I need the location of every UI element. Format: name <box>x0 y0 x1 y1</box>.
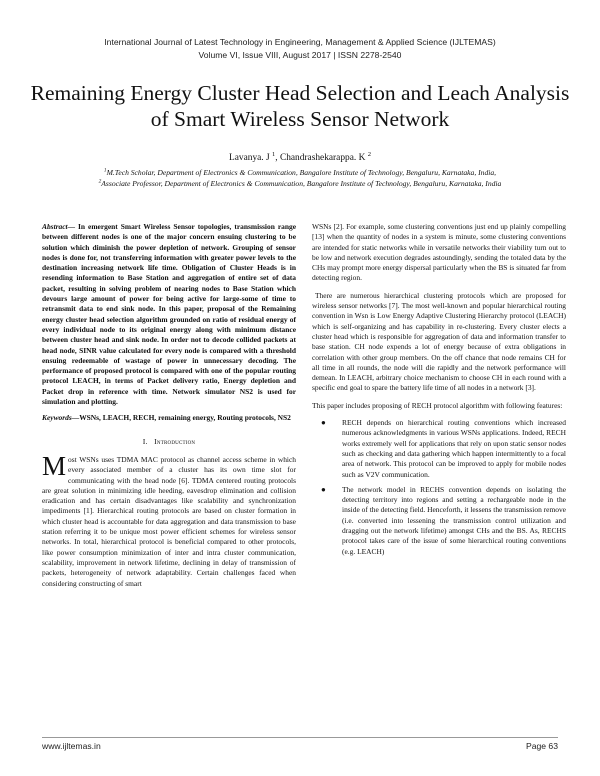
keywords-label: Keywords— <box>42 413 80 423</box>
list-item: ● RECH depends on hierarchical routing conventions which increased numerous acknowledgments in various WSNs applications. Indeed, RECH works extremely well for applications that rely on upon static sensor nodes such as checking and data gathering which happen intermittently to a focal area of network. This protocol can be improved to apply for mobile nodes such as V2V communication. <box>321 418 566 479</box>
feature-list <box>312 418 566 557</box>
bullet-icon: ● <box>321 484 326 494</box>
author-name: Lavanya. J <box>229 153 270 163</box>
abstract-text: In emergent Smart Wireless Sensor topologies, transmission range between different nodes is one of the major concern ensuing clustering to be solution which diminish the power depletion of network. Grouping of sensor nodes is done for, not transferring information with greater power levels to the destination increasing network life time. Obligation of Cluster Heads is in resending information to Base Station and aggregation of entire set of data packet, resulting in solving problem of nearing nodes to Base Station which devours large amount of power for being active for large-some of time to retransmit data to end sink node. In this paper, proposal of the Remaining energy cluster head selection algorithm grounded on ratio of residual energy of every individual node to its original energy along with minimum distance between cluster head and sink node. In order not to decode collided packets at head node, SINR value calculated for every node is compared with a threshold ensuing redeemable of wastage of power in unnecessary decoding. The performance of proposed protocol is compared with one of the popular routing protocol LEACH, in terms of Packet delivery ratio, Energy depletion and Packet drop in reference with time. Network simulator NS2 is used for simulation and plotting. <box>42 222 296 407</box>
author-affiliation-mark: 1 <box>271 150 276 158</box>
author-affiliation-mark: 2 <box>367 150 371 158</box>
body-paragraph: WSNs [2]. For example, some clustering conventions just end up plainly compelling [13] when the quantity of nodes in a system is minute, some clustering conventions are intended for static networks while in versatile networks their viability turn out to be low and network execution degrades astoundingly, sending the totaled data by the CHs may prompt more energy dispersal particularly when the BS is situated far from detecting region. <box>312 222 566 283</box>
abstract-label: Abstract— <box>42 222 76 231</box>
list-item: ● The network model in RECHS convention depends on isolating the detecting territory into regions and setting a rechargeable node in the inside of the detecting field. Henceforth, it lessens the transmission remove (i.e. converted into lessening the transmission control utilization and dragging out the network lifetime) amongst CHs and the BS. As, RECHS protocol takes care of the issue of some hierarchical routing conventions (e.g. LEACH) <box>321 484 566 556</box>
author-line: Lavanya. J $^1$, Chandrashekarappa. K $^2$ <box>229 150 371 163</box>
author-name: Chandrashekarappa. K <box>279 153 366 163</box>
journal-issue: Volume VI, Issue VIII, August 2017 | ISSN 2278-2540 <box>198 49 402 60</box>
section-heading-introduction: I. Introduction <box>142 436 196 446</box>
body-paragraph: There are numerous hierarchical clustering protocols which are proposed for wireless sensor networks [7]. The most well-known and popular hierarchical routing convention in Wsn is Low Energy Adaptive Clustering Hierarchy protocol (LEACH) which is self-organizing and has capability in re-clustering. Every cluster elects a cluster head which is responsible for aggregation of data and information transfer to base station. CH node expends a lot of energy because of extra obligations in correlation with other group members. On the off chance that node remains CH for all time in all rounds, the node will die rapidly and the network performance will demean. In LEACH, arbitrary choice mechanism to choose CH in each round with a specific end goal to spare the battery life time of all nodes in a network [3]. <box>312 290 566 393</box>
journal-header <box>0 36 600 61</box>
paper-title: Remaining Energy Cluster Head Selection and Leach Analysis of Smart Wireless Sensor Network <box>30 81 570 131</box>
abstract <box>42 222 296 407</box>
affiliation-1: $^1$M.Tech Scholar, Department of Electronics & Communication, Bangalore Institute of Technology, Bengaluru, Karnataka, India, <box>103 167 497 177</box>
bullet-icon: ● <box>321 418 326 428</box>
introduction-text: ost WSNs uses TDMA MAC protocol as channel access scheme in which every associated member of a cluster has its own time slot for communicating with the head node [6]. TDMA centered routing protocols are great solution in minimizing idle heeding, eavesdrop elimination and collision eradication and has certain disadvantages like scalability and synchronization impediments [1]. Hierarchical routing protocols are based on cluster formation in which cluster head is accountable for data aggregation and data transmission to base station referring it to be unique most power efficient schemes for wireless sensor networks. In total, hierarchical protocol is beneficial compared to other protocols, like power consumption minimization of inter and intra cluster communication, scalability, improvement in network lifetime, declining in delay of transmission of packets, heterogeneity of network adaptability. Certain challenges faced when considering constructing of smart <box>42 454 296 588</box>
right-column <box>312 222 566 562</box>
journal-name: International Journal of Latest Technology in Engineering, Management & Applied Science (IJLTEMAS) <box>104 37 496 47</box>
affiliations <box>42 168 558 190</box>
keywords <box>42 413 296 423</box>
introduction-paragraph <box>42 450 296 589</box>
left-column <box>42 222 296 589</box>
keywords-text: WSNs, LEACH, RECH, remaining energy, Routing protocols, NS2 <box>79 413 291 423</box>
footer-website: www.ijltemas.in <box>42 741 101 751</box>
affiliation-2: $^2$Associate Professor, Department of Electronics & Communication, Bangalore Institute of Technology, Bengaluru, Karnataka, India <box>98 178 502 188</box>
footer-divider <box>42 737 558 738</box>
body-paragraph: This paper includes proposing of RECH protocol algorithm with following features: <box>312 400 563 410</box>
drop-cap: M <box>42 450 67 481</box>
page-number: Page 63 <box>525 741 558 751</box>
